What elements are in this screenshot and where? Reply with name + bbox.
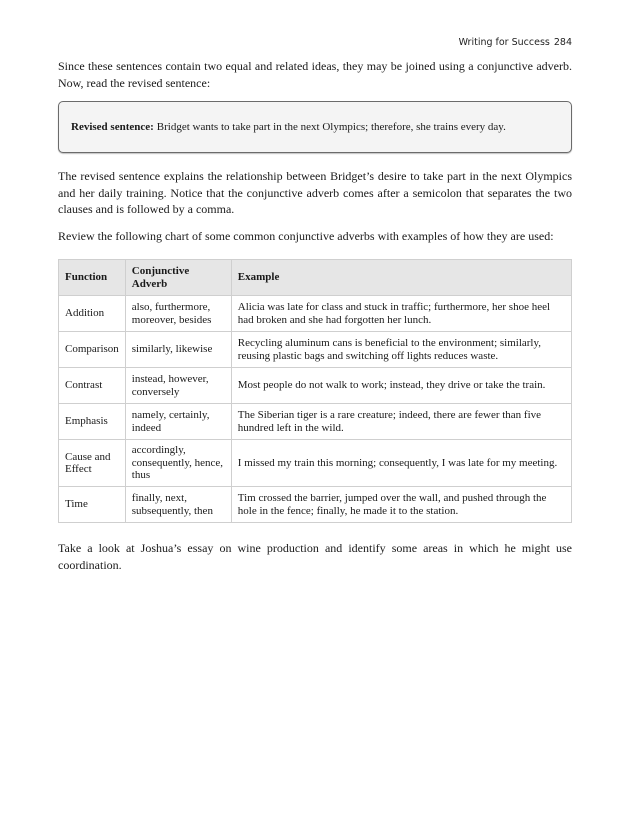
closing-paragraph: Take a look at Joshua’s essay on wine production and identify some areas in which he might use coordination. [58,541,572,572]
header-conjunctive-adverb: Conjunctive Adverb [125,260,231,296]
cell-example: Recycling aluminum cans is beneficial to the environment; similarly, reusing plastic bags and switching off lights reduces waste. [231,332,571,368]
cell-function: Contrast [59,368,126,404]
running-header [459,37,572,48]
cell-adverbs: instead, however, conversely [125,368,231,404]
cell-adverbs: accordingly, consequently, hence, thus [125,440,231,487]
cell-function: Emphasis [59,404,126,440]
table-row [59,368,572,404]
page-content [58,58,572,573]
cell-example: Tim crossed the barrier, jumped over the wall, and pushed through the hole in the fence; finally, he made it to the station. [231,487,571,523]
cell-adverbs: also, furthermore, moreover, besides [125,296,231,332]
callout-text: Bridget wants to take part in the next Olympics; therefore, she trains every day. [156,121,506,133]
table-row [59,404,572,440]
conjunctive-adverbs-table [58,259,572,523]
cell-function: Comparison [59,332,126,368]
callout-label: Revised sentence: [71,121,154,133]
table-row [59,296,572,332]
cell-adverbs: namely, certainly, indeed [125,404,231,440]
header-function: Function [59,260,126,296]
cell-adverbs: finally, next, subsequently, then [125,487,231,523]
cell-function: Addition [59,296,126,332]
book-title: Writing for Success [458,37,550,48]
revised-sentence-callout [58,101,572,153]
intro-paragraph: Since these sentences contain two equal and related ideas, they may be joined using a conjunctive adverb. Now, read the revised sentence: [58,59,572,90]
cell-function: Cause and Effect [59,440,126,487]
cell-function: Time [59,487,126,523]
cell-example: The Siberian tiger is a rare creature; indeed, there are fewer than five hundred left in the wild. [231,404,571,440]
table-row [59,487,572,523]
cell-example: Most people do not walk to work; instead, they drive or take the train. [231,368,571,404]
cell-example: I missed my train this morning; consequently, I was late for my meeting. [231,440,571,487]
table-row [59,440,572,487]
explanation-paragraph: The revised sentence explains the relationship between Bridget’s desire to take part in the next Olympics and her daily training. Notice that the conjunctive adverb comes after a semicolon that separates the two clauses and is followed by a comma. [58,169,572,216]
table-row [59,332,572,368]
header-example: Example [231,260,571,296]
table-header-row [59,260,572,296]
page-number: 284 [553,37,572,48]
cell-example: Alicia was late for class and stuck in traffic; furthermore, her shoe heel had broken and she had forgotten her lunch. [231,296,571,332]
review-paragraph: Review the following chart of some common conjunctive adverbs with examples of how they are used: [58,228,554,243]
cell-adverbs: similarly, likewise [125,332,231,368]
